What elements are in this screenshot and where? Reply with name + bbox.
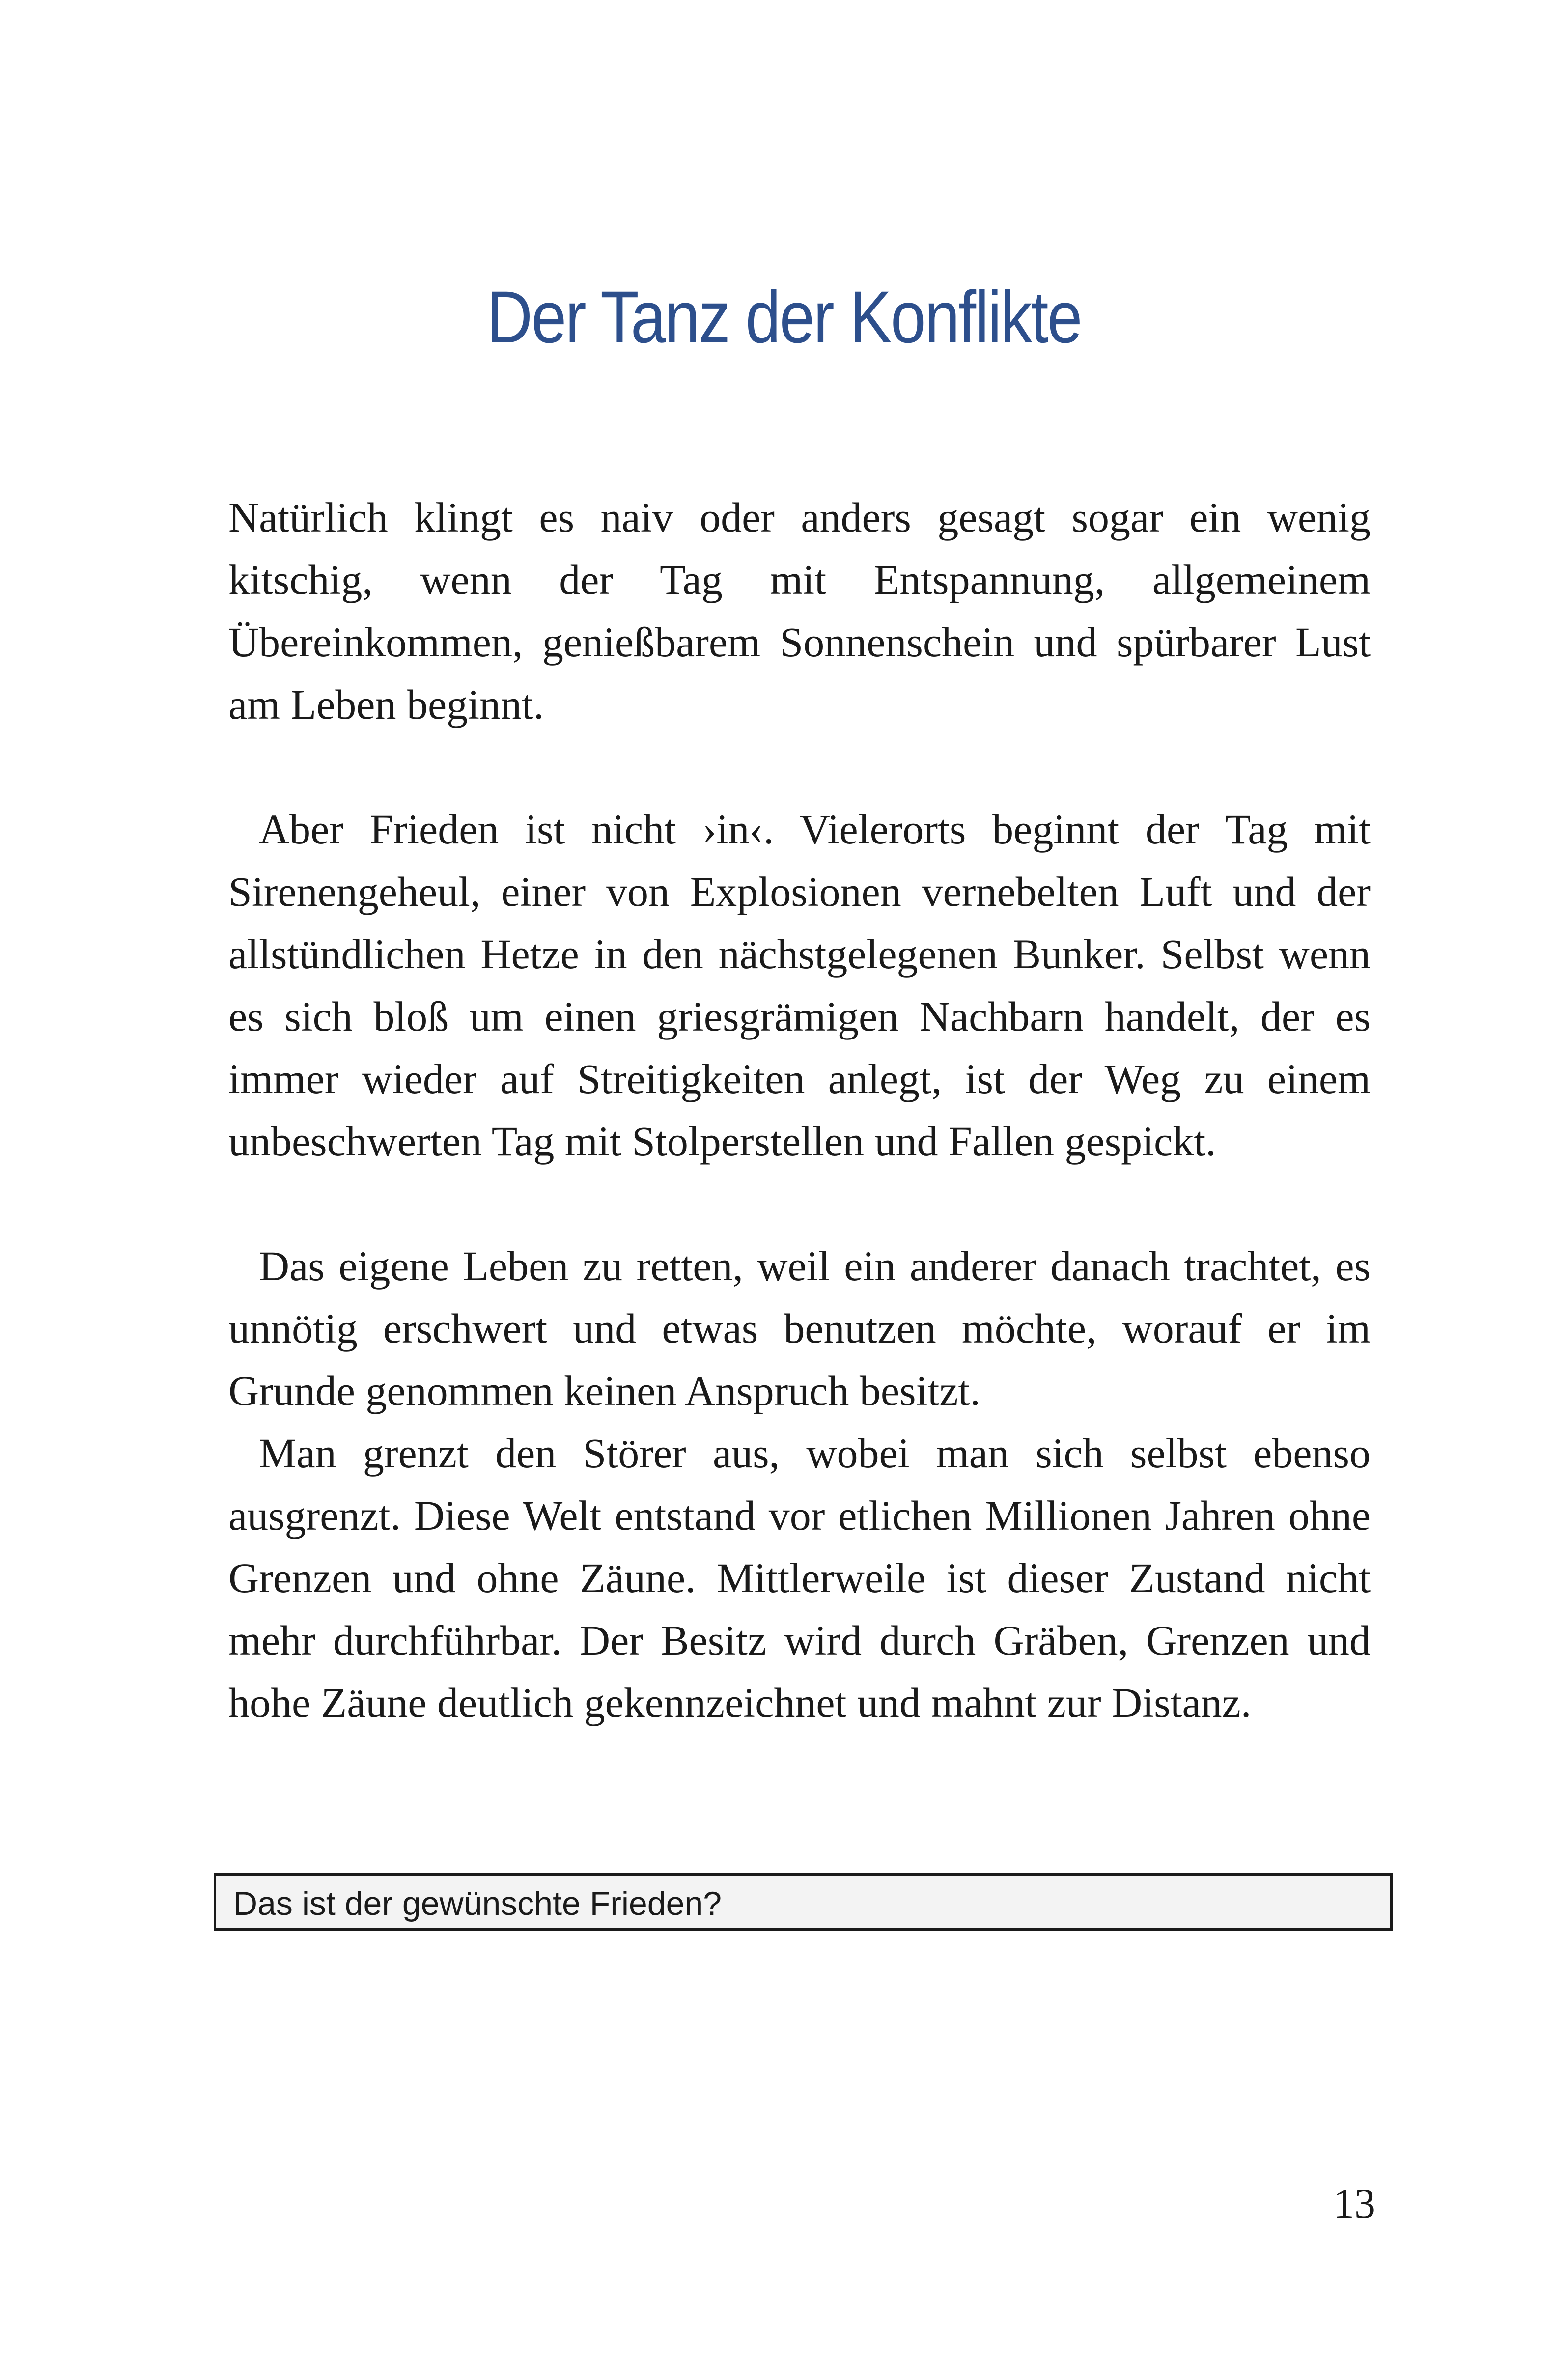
paragraph-2: Aber Frieden ist nicht ›in‹. Vielerorts beginnt der Tag mit Sirenengeheul, einer von Explosionen vernebelten Luft und der allstündlichen Hetze in den nächstgelegenen Bunker. Selbst wenn es sich bloß um einen griesgrämigen Nachbarn handelt, der es immer wieder auf Streitigkeiten anlegt, ist der Weg zu einem unbeschwerten Tag mit Stolperstellen und Fallen gespickt. [228, 806, 1371, 1165]
paragraph-1: Natürlich klingt es naiv oder anders gesagt sogar ein wenig kitschig, wenn der Tag mit Entspannung, allgemeinem Übereinkommen, genießbarem Sonnenschein und spürbarer Lust am Leben beginnt. [228, 494, 1371, 728]
paragraph-3: Das eigene Leben zu retten, weil ein anderer danach trachtet, es unnötig erschwert und etwas benutzen möchte, worauf er im Grunde genommen keinen Anspruch besitzt. [228, 1242, 1371, 1414]
page-number: 13 [1333, 2180, 1375, 2227]
paragraph-4: Man grenzt den Störer aus, wobei man sich selbst ebenso ausgrenzt. Diese Welt entstand vor etlichen Millionen Jahren ohne Grenzen und ohne Zäune. Mittlerweile ist dieser Zustand nicht mehr durchführbar. Der Besitz wird durch Gräben, Grenzen und hohe Zäune deutlich gekennzeichnet und mahnt zur Distanz. [228, 1430, 1371, 1726]
callout-box: Das ist der gewünschte Frieden? [214, 1873, 1393, 1931]
body-text [228, 486, 1371, 1734]
chapter-title: Der Tanz der Konflikte [486, 276, 1081, 358]
